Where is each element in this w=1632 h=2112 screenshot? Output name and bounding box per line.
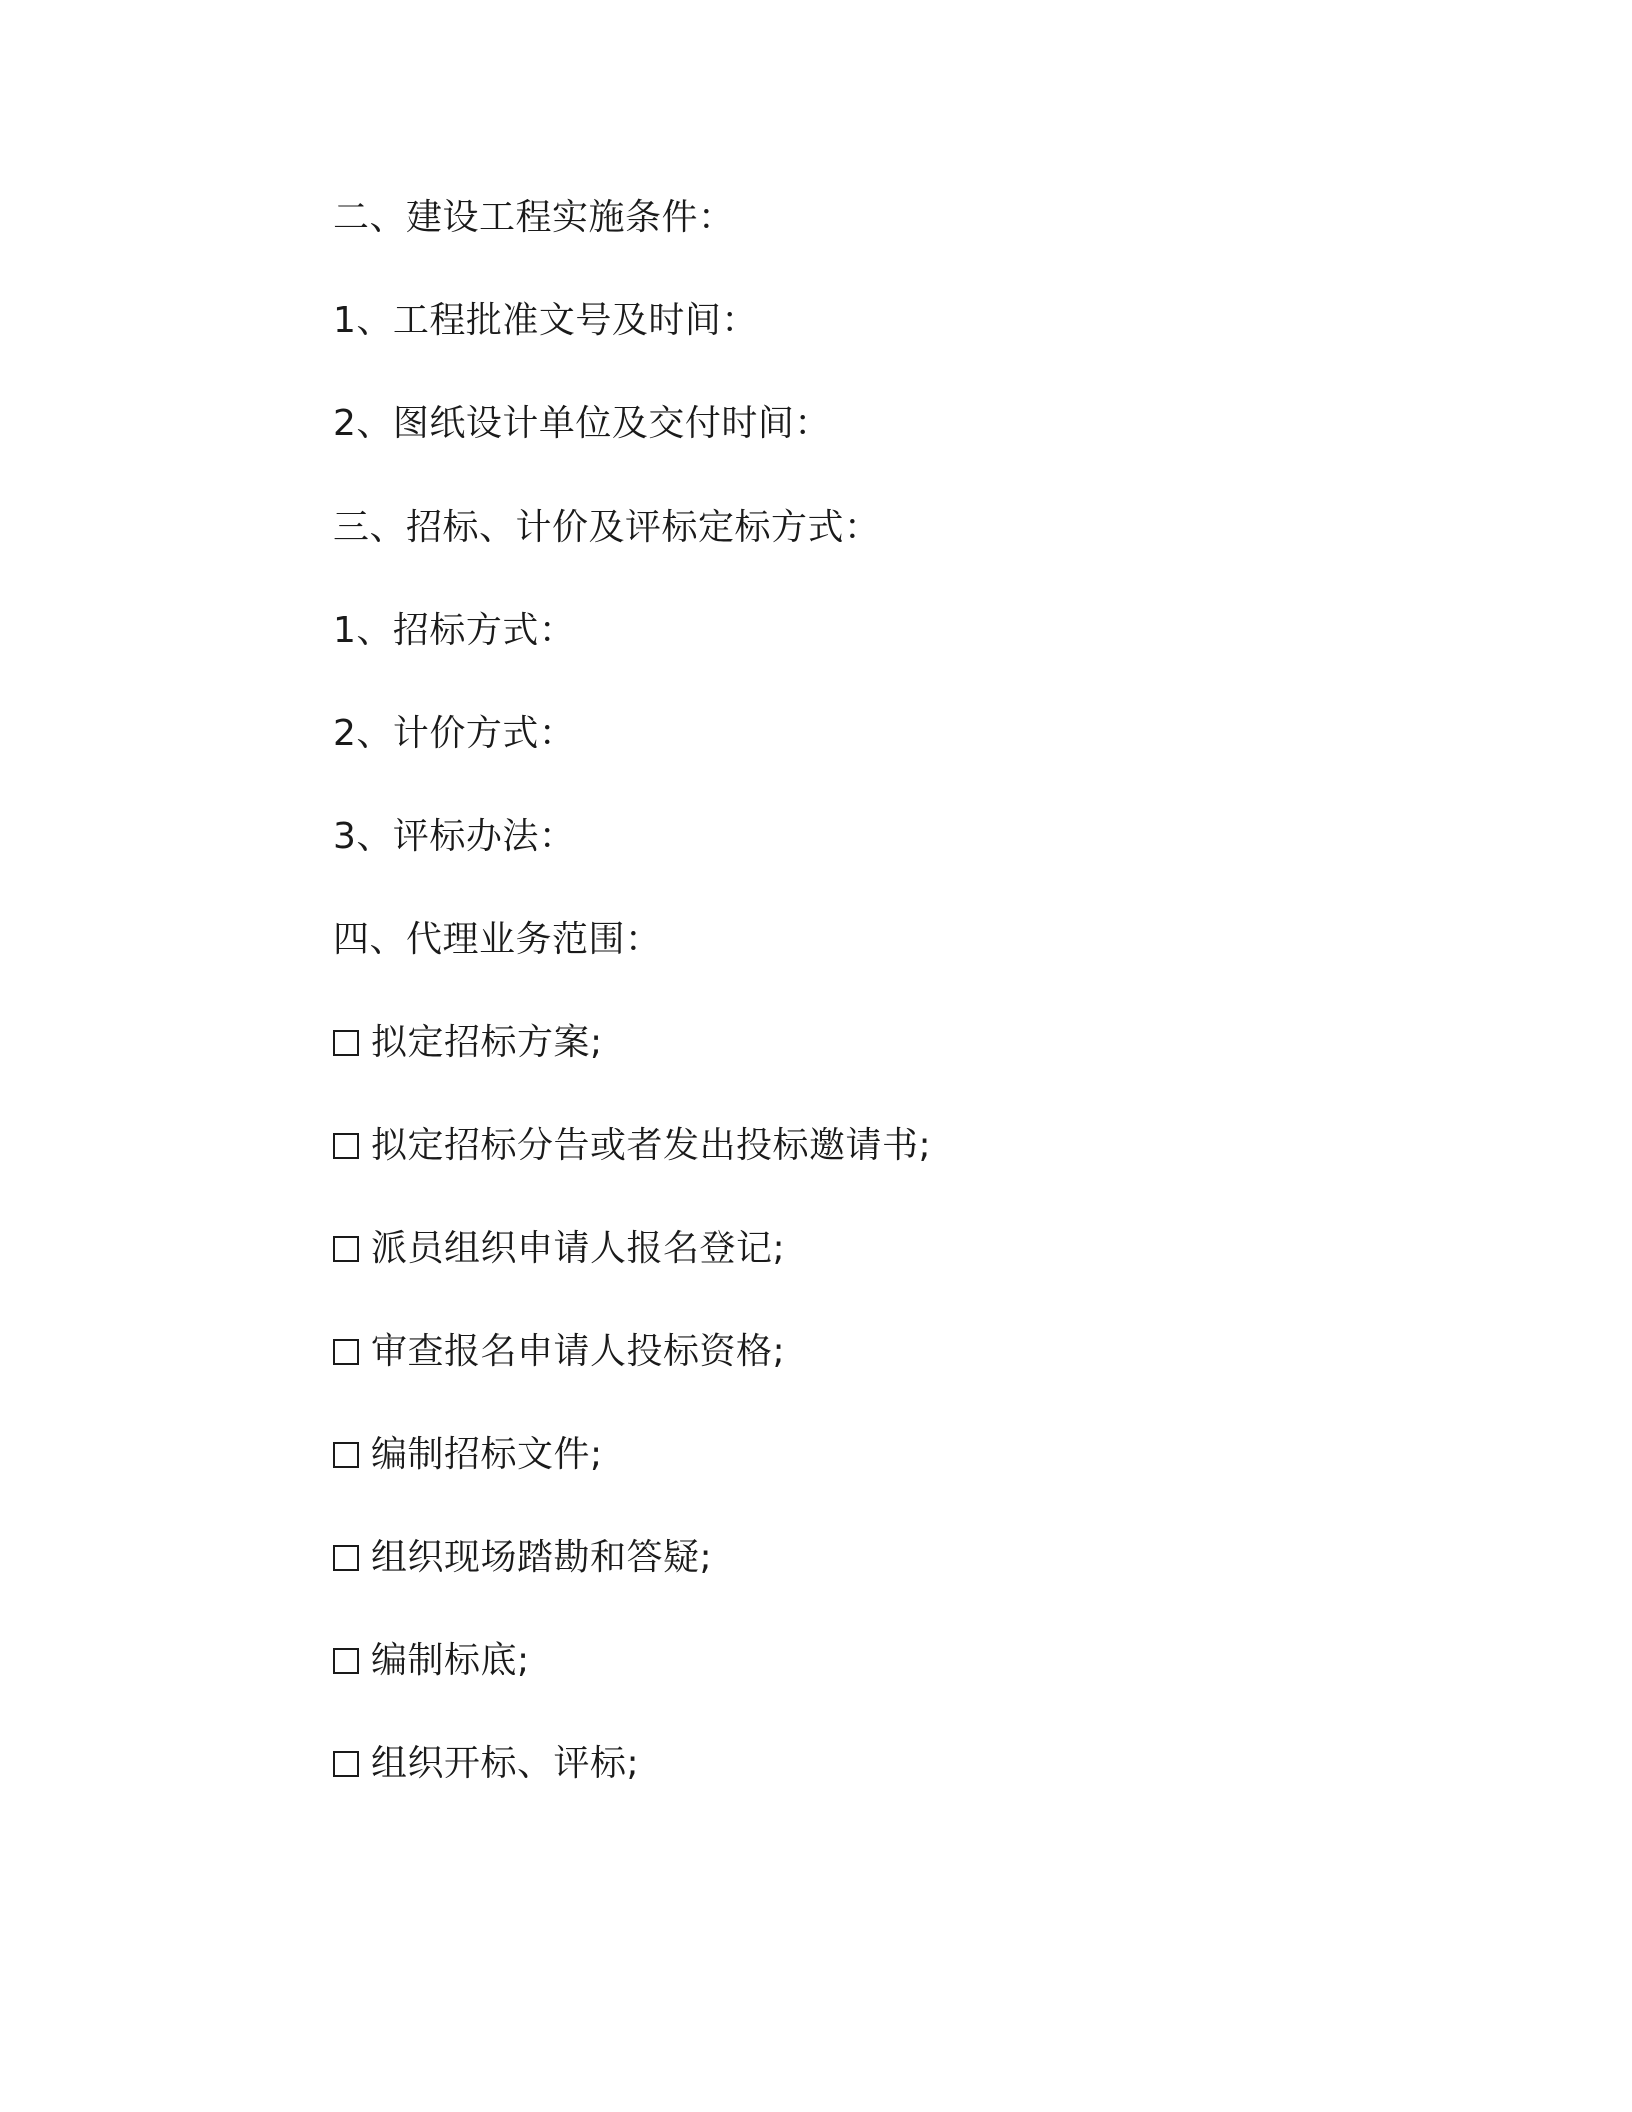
section-heading-bidding-methods: 三、招标、计价及评标定标方式： [333,507,881,548]
checklist-item [333,1639,530,1683]
section-heading-agency-scope: 四、代理业务范围： [333,919,662,960]
item-evaluation-method: 3、评标办法： [333,816,576,857]
checklist-item [333,1124,931,1168]
checklist-item-label: 审查报名申请人投标资格; [371,1331,786,1372]
checkbox[interactable] [333,1133,359,1159]
checkbox[interactable] [333,1751,359,1777]
checklist-item-label: 拟定招标分告或者发出投标邀请书; [371,1125,932,1166]
item-approval-number-and-time: 1、工程批准文号及时间： [333,300,758,341]
checklist-item-label: 拟定招标方案; [371,1022,603,1063]
checkbox[interactable] [333,1030,359,1056]
checkbox[interactable] [333,1545,359,1571]
item-design-unit-and-delivery-time: 2、图纸设计单位及交付时间： [333,403,831,444]
checklist-item-label: 编制标底; [371,1640,530,1681]
checklist-item [333,1742,639,1786]
checkbox[interactable] [333,1236,359,1262]
checklist-item [333,1433,603,1477]
checklist-item [333,1227,785,1271]
checkbox[interactable] [333,1648,359,1674]
checklist-item-label: 组织开标、评标; [371,1743,640,1784]
checklist-item-label: 派员组织申请人报名登记; [371,1228,786,1269]
section-heading-implementation-conditions: 二、建设工程实施条件： [333,197,735,238]
checklist-item-label: 编制招标文件; [371,1434,603,1475]
checklist-item [333,1330,785,1374]
checkbox[interactable] [333,1339,359,1365]
item-pricing-method: 2、计价方式： [333,713,576,754]
checklist-item [333,1021,603,1065]
checkbox[interactable] [333,1442,359,1468]
item-bidding-method: 1、招标方式： [333,610,576,651]
checklist-item [333,1536,712,1580]
checklist-item-label: 组织现场踏勘和答疑; [371,1537,713,1578]
